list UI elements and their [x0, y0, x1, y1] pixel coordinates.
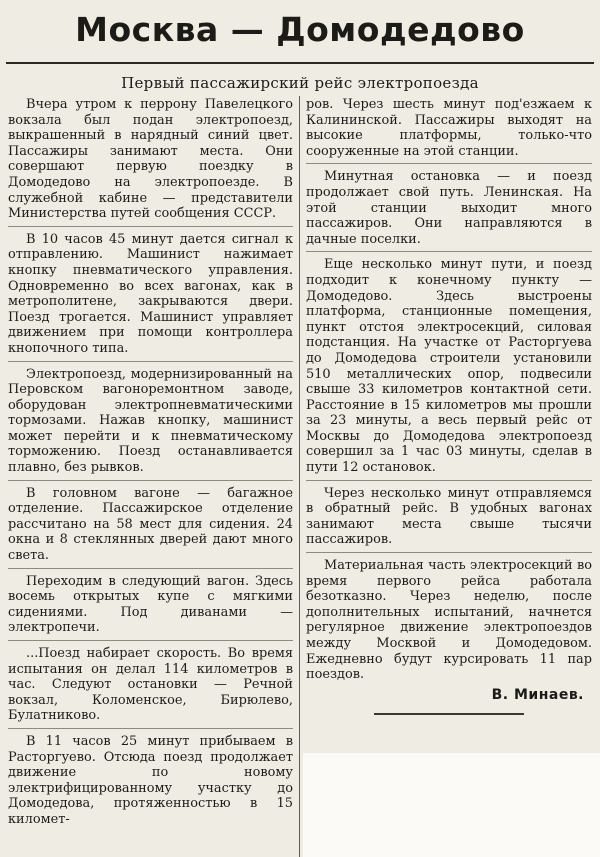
paragraph: В 10 часов 45 минут дается сигнал к отправлению. Машинист нажимает кнопку пневматического управления. Одновременно во всех вагонах, как в метрополитене, закрываются двери. Поезд трогается. Машинист управляет движением при помощи контроллера кнопочного типа. — [8, 231, 293, 356]
paragraph-divider — [8, 361, 293, 362]
paragraph: Электропоезд, модернизированный на Перовском вагоноремонтном заводе, оборудован электропневматическими тормозами. Нажав кнопку, машинист может перейти и к пневматическому торможению. Поезд останавливается плавно, без рывков. — [8, 366, 293, 476]
paragraph: Вчера утром к перрону Павелецкого вокзала был подан электропоезд, выкрашенный в нарядный синий цвет. Пассажиры занимают места. Они совершают первую поездку в Домодедово на электропоезде. В служебной кабине — представители Министерства путей сообщения СССР. — [8, 97, 293, 222]
paragraph: ров. Через шесть минут под'езжаем к Калининской. Пассажиры выходят на высокие платформы, только-что сооруженные на этой станции. — [306, 97, 592, 159]
paragraph-divider — [8, 480, 293, 481]
right-column — [306, 97, 592, 715]
paragraph-divider — [306, 163, 592, 164]
headline-divider — [6, 62, 594, 64]
paragraph: Переходим в следующий вагон. Здесь восемь открытых купе с мягкими сидениями. Под диванами — электропечи. — [8, 573, 293, 636]
paragraph-divider — [306, 552, 592, 553]
blank-area — [303, 753, 600, 857]
column-divider — [299, 96, 300, 857]
paragraph: В 11 часов 25 минут прибываем в Расторгуево. Отсюда поезд продолжает движение по новому электрифицированному участку до Домодедова, протяженностью в 15 километ- — [8, 733, 293, 827]
signature-rule — [374, 713, 524, 715]
paragraph: Через несколько минут отправляемся в обратный рейс. В удобных вагонах занимают места свыше тысячи пассажиров. — [306, 485, 592, 548]
left-column — [8, 97, 293, 828]
paragraph: Минутная остановка — и поезд продолжает свой путь. Ленинская. На этой станции выходит много пассажиров. Они направляются в дачные поселки. — [306, 169, 592, 247]
paragraph-divider — [8, 226, 293, 227]
paragraph-divider — [8, 568, 293, 569]
author-signature: В. Минаев. — [491, 686, 584, 703]
paragraph-divider — [8, 728, 293, 729]
paragraph: Материальная часть электросекций во время первого рейса работала безотказно. Через неделю, после дополнительных испытаний, начнется регулярное движение электропоездов между Москвой и Домодедовом. Ежедневно будут курсировать 11 пар поездов. — [306, 558, 592, 683]
article-subheadline: Первый пассажирский рейс электропоезда — [121, 74, 479, 92]
paragraph-divider — [8, 640, 293, 641]
article-headline: Москва — Домодедово — [75, 10, 525, 49]
paragraph: В головном вагоне — багажное отделение. Пассажирское отделение рассчитано на 58 мест для сидения. 24 окна и 8 стеклянных дверей дают много света. — [8, 485, 293, 564]
paragraph: ...Поезд набирает скорость. Во время испытания он делал 114 километров в час. Следуют остановки — Речной вокзал, Коломенское, Бирюлево, Булатниково. — [8, 646, 293, 724]
paragraph-divider — [306, 251, 592, 252]
paragraph: Еще несколько минут пути, и поезд подходит к конечному пункту — Домодедово. Здесь выстроены платформа, станционные помещения, пункт отстоя электросекций, силовая подстанция. На участке от Расторгуева до Домодедова строители установили 510 металлических опор, подвесили свыше 33 километров контактной сети. Расстояние в 15 километров мы прошли за 23 минуты, а весь первый рейс от Москвы до Домодедова электропоезд совершил за 1 час 03 минуты, сделав в пути 12 остановок. — [306, 257, 592, 476]
paragraph-divider — [306, 480, 592, 481]
